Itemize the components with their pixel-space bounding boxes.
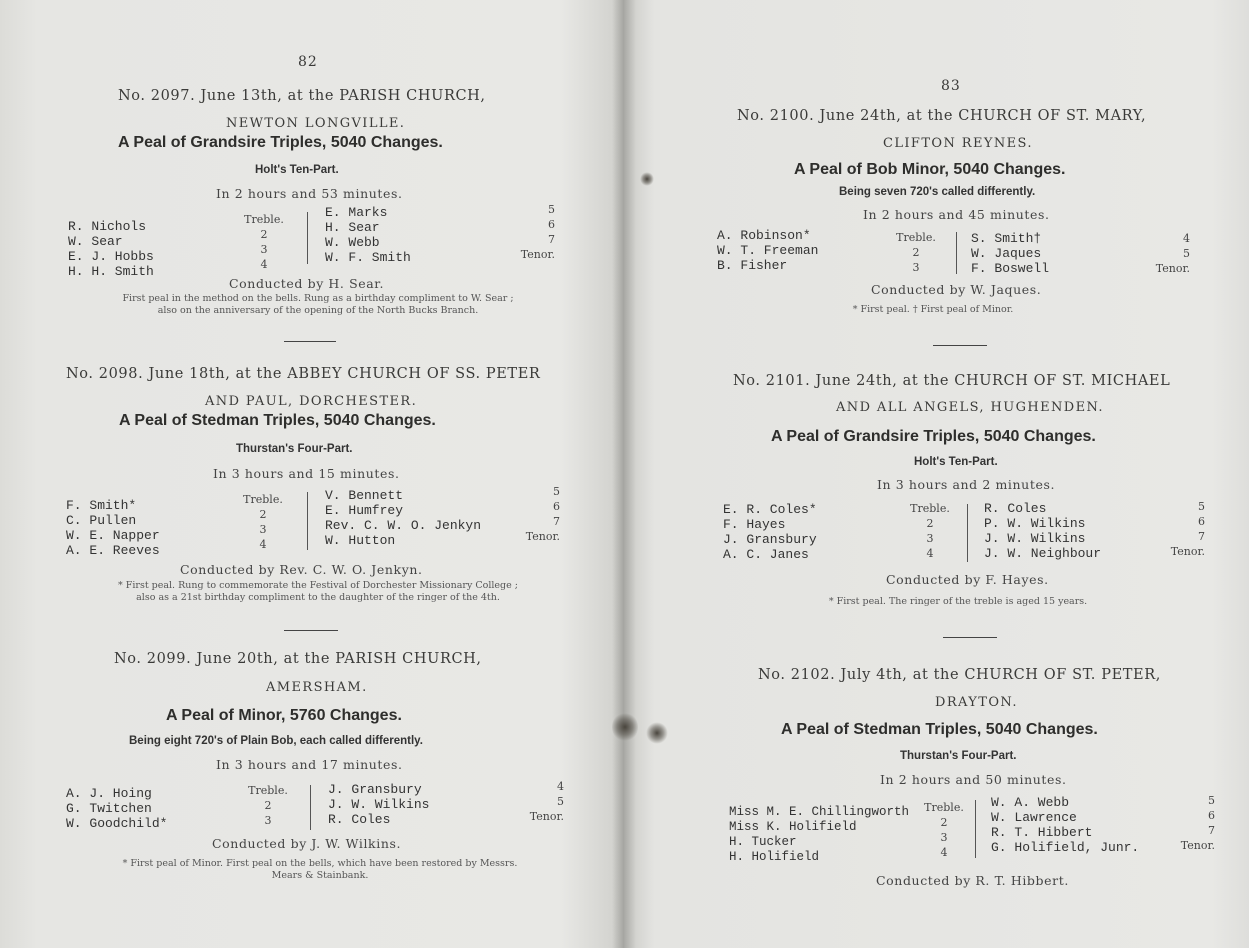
bell-positions — [244, 212, 284, 272]
bell-position: 3 — [264, 814, 272, 827]
ringer-name: F. Smith* — [66, 498, 137, 513]
ringer-name: W. Goodchild* — [66, 816, 168, 831]
ringer-list — [325, 488, 481, 548]
ringer-name: V. Bennett — [325, 488, 404, 503]
ringer-name: H. Sear — [325, 220, 380, 235]
peal-heading: No. 2101. June 24th, at the CHURCH OF ST. MICHAEL — [733, 373, 1171, 389]
peal-heading: No. 2100. June 24th, at the CHURCH OF ST. MARY, — [737, 108, 1147, 124]
bell-positions — [891, 230, 941, 275]
ringer-name: G. Twitchen — [66, 801, 152, 816]
bell-positions — [905, 501, 955, 561]
bell-position: Treble. — [910, 502, 950, 515]
ringer-name: H. H. Smith — [68, 264, 154, 279]
conductor: Conducted by W. Jaques. — [871, 282, 1042, 297]
peal-heading: No. 2102. July 4th, at the CHURCH OF ST. PETER, — [758, 667, 1161, 683]
ringer-name: W. Webb — [325, 235, 380, 250]
peal-subtitle: Holt's Ten-Part. — [914, 456, 998, 468]
bell-position: 7 — [553, 515, 560, 528]
peal-duration: In 3 hours and 17 minutes. — [216, 757, 403, 772]
bell-position: 3 — [940, 831, 948, 844]
ringer-list — [328, 782, 429, 827]
ringer-name: E. J. Hobbs — [68, 249, 154, 264]
ringer-list — [68, 219, 154, 279]
bell-position: 2 — [264, 799, 272, 812]
bell-position: Tenor. — [1170, 545, 1205, 558]
bell-position: 5 — [1183, 247, 1190, 260]
bell-positions — [1153, 499, 1205, 559]
column-divider — [975, 800, 976, 858]
bell-positions — [505, 202, 555, 262]
book-gutter — [612, 0, 636, 948]
bell-position: Treble. — [924, 801, 964, 814]
peal-location: CLIFTON REYNES. — [883, 136, 1033, 151]
ringer-name: E. Marks — [325, 205, 388, 220]
peal-heading: No. 2099. June 20th, at the PARISH CHURCH, — [114, 651, 482, 667]
ringer-name: R. Nichols — [68, 219, 147, 234]
column-divider — [307, 492, 308, 550]
ringer-name: B. Fisher — [717, 258, 788, 273]
ringer-name: P. W. Wilkins — [984, 516, 1086, 531]
divider-rule — [284, 630, 338, 631]
ringer-name: H. Tucker — [729, 835, 797, 849]
ringer-name: G. Holifield, Junr. — [991, 840, 1140, 855]
ringer-name: A. Robinson* — [717, 228, 811, 243]
ringer-name: Rev. C. W. O. Jenkyn — [325, 518, 482, 533]
bell-position: 3 — [260, 243, 268, 256]
footnote-line: * First peal. The ringer of the treble is aged 15 years. — [828, 596, 1088, 607]
conductor: Conducted by H. Sear. — [229, 276, 385, 291]
ringer-name: J. W. Wilkins — [984, 531, 1086, 546]
ringer-name: E. Humfrey — [325, 503, 404, 518]
bell-position: 5 — [548, 203, 555, 216]
left-page — [0, 0, 623, 948]
peal-duration: In 3 hours and 2 minutes. — [877, 477, 1056, 492]
peal-subtitle: Thurstan's Four-Part. — [236, 443, 353, 455]
ringer-name: R. Coles — [984, 501, 1047, 516]
peal-title: A Peal of Grandsire Triples, 5040 Changes. — [771, 428, 1096, 445]
ringer-name: E. R. Coles* — [723, 502, 817, 517]
bell-position: 5 — [1208, 794, 1215, 807]
bell-positions — [1138, 231, 1190, 276]
bell-position: Treble. — [244, 213, 284, 226]
ringer-name: S. Smith† — [971, 231, 1042, 246]
footnote-line: * First peal. † First peal of Minor. — [852, 304, 1014, 315]
ringer-list — [717, 228, 818, 273]
peal-duration: In 2 hours and 45 minutes. — [863, 207, 1050, 222]
bell-position: 5 — [553, 485, 560, 498]
bell-position: 4 — [260, 258, 268, 271]
footnote-line: * First peal of Minor. First peal on the bells, which have been restored by Messrs. — [122, 858, 518, 869]
bell-position: 5 — [557, 795, 564, 808]
ringer-name: F. Boswell — [971, 261, 1050, 276]
peal-location: DRAYTON. — [935, 695, 1018, 710]
bell-position: Tenor. — [1180, 839, 1215, 852]
ringer-name: R. Coles — [328, 812, 391, 827]
divider-rule — [943, 637, 997, 638]
bell-position: Treble. — [248, 784, 288, 797]
ringer-name: J. W. Neighbour — [984, 546, 1102, 561]
ringer-name: W. A. Webb — [991, 795, 1070, 810]
bell-position: Tenor. — [1155, 262, 1190, 275]
peal-subtitle: Being seven 720's called differently. — [839, 186, 1036, 198]
ringer-name: W. Hutton — [325, 533, 396, 548]
ringer-list — [66, 498, 160, 558]
footnote-line: also on the anniversary of the opening of the North Bucks Branch. — [157, 305, 479, 316]
bell-position: 6 — [1198, 515, 1205, 528]
ringer-name: W. Jaques — [971, 246, 1042, 261]
ringer-list — [325, 205, 411, 265]
ringer-list — [971, 231, 1049, 276]
ringer-name: Miss M. E. Chillingworth — [729, 805, 910, 819]
peal-location: NEWTON LONGVILLE. — [226, 116, 406, 131]
peal-title: A Peal of Stedman Triples, 5040 Changes. — [781, 721, 1098, 738]
bell-position: 7 — [548, 233, 555, 246]
ringer-list — [723, 502, 817, 562]
column-divider — [967, 504, 968, 562]
ringer-name: Miss K. Holifield — [729, 820, 857, 834]
bell-position: 4 — [940, 846, 948, 859]
paper-stain — [646, 722, 668, 744]
divider-rule — [933, 345, 987, 346]
ringer-name: C. Pullen — [66, 513, 137, 528]
peal-footnote — [58, 580, 578, 604]
peal-footnote — [60, 858, 580, 882]
peal-footnote — [743, 304, 1123, 316]
peal-title: A Peal of Minor, 5760 Changes. — [166, 707, 402, 724]
divider-rule — [284, 341, 336, 342]
peal-subtitle: Thurstan's Four-Part. — [900, 750, 1017, 762]
peal-title: A Peal of Bob Minor, 5040 Changes. — [794, 161, 1066, 178]
peal-location: AND PAUL, DORCHESTER. — [205, 394, 418, 409]
bell-position: 2 — [912, 246, 920, 259]
bell-positions — [512, 779, 564, 824]
ringer-list — [729, 805, 909, 865]
ringer-list — [66, 786, 167, 831]
bell-position: 4 — [1183, 232, 1190, 245]
ringer-name: A. C. Janes — [723, 547, 809, 562]
bell-position: 4 — [259, 538, 267, 551]
peal-heading: No. 2097. June 13th, at the PARISH CHURCH, — [118, 88, 486, 104]
bell-position: 2 — [926, 517, 934, 530]
peal-title: A Peal of Stedman Triples, 5040 Changes. — [119, 412, 436, 429]
footnote-line: First peal in the method on the bells. Rung as a birthday compliment to W. Sear ; — [122, 293, 514, 304]
column-divider — [307, 212, 308, 264]
peal-location: AND ALL ANGELS, HUGHENDEN. — [836, 400, 1104, 415]
bell-positions — [248, 783, 288, 828]
column-divider — [956, 232, 957, 274]
bell-position: Treble. — [243, 493, 283, 506]
bell-positions — [1161, 793, 1215, 853]
ringer-name: A. J. Hoing — [66, 786, 152, 801]
bell-position: 5 — [1198, 500, 1205, 513]
column-divider — [310, 785, 311, 830]
page-number: 82 — [298, 54, 318, 70]
ringer-name: W. F. Smith — [325, 250, 411, 265]
footnote-line: also as a 21st birthday compliment to the daughter of the ringer of the 4th. — [136, 592, 500, 603]
peal-duration: In 3 hours and 15 minutes. — [213, 466, 400, 481]
ringer-name: A. E. Reeves — [66, 543, 160, 558]
ringer-name: F. Hayes — [723, 517, 786, 532]
peal-heading: No. 2098. June 18th, at the ABBEY CHURCH OF SS. PETER — [66, 366, 541, 382]
ringer-name: W. Sear — [68, 234, 123, 249]
bell-position: Tenor. — [520, 248, 555, 261]
ringer-name: H. Holifield — [729, 850, 820, 864]
conductor: Conducted by Rev. C. W. O. Jenkyn. — [180, 562, 423, 577]
bell-position: 2 — [260, 228, 268, 241]
peal-location: AMERSHAM. — [266, 680, 368, 695]
peal-title: A Peal of Grandsire Triples, 5040 Changes. — [118, 134, 443, 151]
ringer-name: W. Lawrence — [991, 810, 1077, 825]
bell-position: 6 — [548, 218, 555, 231]
ringer-list — [984, 501, 1101, 561]
peal-subtitle: Being eight 720's of Plain Bob, each called differently. — [129, 735, 423, 747]
bell-position: 7 — [1198, 530, 1205, 543]
conductor: Conducted by F. Hayes. — [886, 572, 1049, 587]
conductor: Conducted by R. T. Hibbert. — [876, 873, 1069, 888]
ringer-name: J. W. Wilkins — [328, 797, 430, 812]
ringer-name: R. T. Hibbert — [991, 825, 1093, 840]
ringer-name: J. Gransbury — [723, 532, 817, 547]
peal-subtitle: Holt's Ten-Part. — [255, 164, 339, 176]
bell-position: Tenor. — [529, 810, 564, 823]
ringer-name: W. T. Freeman — [717, 243, 819, 258]
bell-position: 4 — [557, 780, 564, 793]
conductor: Conducted by J. W. Wilkins. — [212, 836, 402, 851]
ringer-name: W. E. Napper — [66, 528, 160, 543]
right-page — [623, 0, 1249, 948]
footnote-line: Mears & Stainbank. — [271, 870, 369, 881]
bell-position: Treble. — [896, 231, 936, 244]
bell-position: 7 — [1208, 824, 1215, 837]
ringer-name: J. Gransbury — [328, 782, 422, 797]
bell-positions — [508, 484, 560, 544]
bell-position: 2 — [940, 816, 948, 829]
bell-position: 3 — [926, 532, 934, 545]
paper-stain — [612, 712, 638, 742]
peal-footnote — [783, 596, 1133, 608]
ringer-list — [991, 795, 1139, 855]
footnote-line: * First peal. Rung to commemorate the Festival of Dorchester Missionary College ; — [118, 580, 518, 591]
bell-positions — [243, 492, 283, 552]
bell-position: 6 — [1208, 809, 1215, 822]
peal-footnote — [68, 293, 568, 317]
bell-position: 3 — [912, 261, 920, 274]
bell-position: 3 — [259, 523, 267, 536]
paper-stain — [640, 172, 654, 186]
bell-position: 2 — [259, 508, 267, 521]
bell-position: Tenor. — [525, 530, 560, 543]
bell-position: 6 — [553, 500, 560, 513]
bell-position: 4 — [926, 547, 934, 560]
page-number: 83 — [941, 78, 961, 94]
peal-duration: In 2 hours and 50 minutes. — [880, 772, 1067, 787]
bell-positions — [919, 800, 969, 860]
peal-duration: In 2 hours and 53 minutes. — [216, 186, 403, 201]
